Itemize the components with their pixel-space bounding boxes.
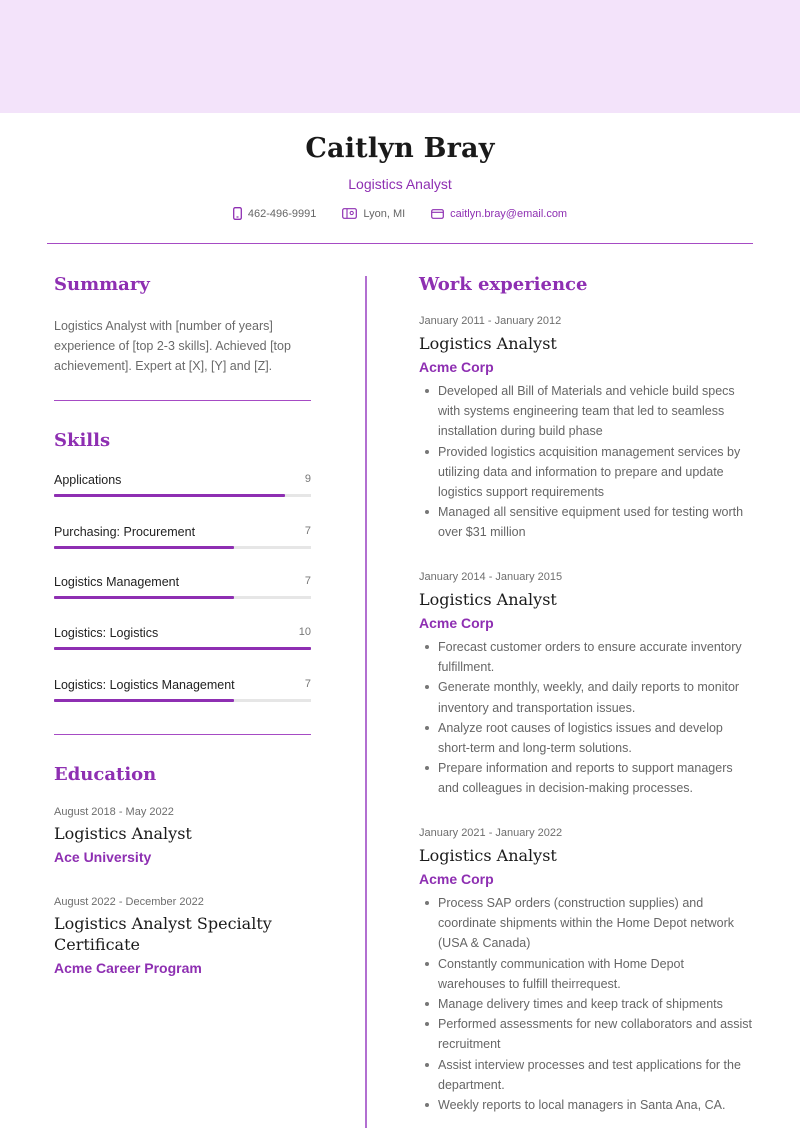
header-divider (47, 243, 753, 244)
list-item: Manage delivery times and keep track of shipments (419, 994, 754, 1014)
job-role: Logistics Analyst (419, 846, 557, 865)
skill-score: 7 (304, 678, 311, 690)
skill-item (54, 525, 311, 555)
skill-label: Logistics: Logistics Management (54, 678, 235, 692)
education-degree: Logistics Analyst (54, 824, 192, 843)
skill-bar-fill (54, 494, 285, 497)
list-item: Managed all sensitive equipment used for testing worth over $31 million (419, 502, 754, 542)
skill-bar-fill (54, 699, 234, 702)
summary-heading: Summary (54, 274, 150, 295)
skill-bar (54, 546, 311, 549)
education-entry (54, 896, 284, 976)
skill-item (54, 678, 311, 708)
skill-label: Purchasing: Procurement (54, 525, 196, 539)
candidate-title: Logistics Analyst (348, 176, 452, 192)
skill-label: Logistics: Logistics (54, 626, 159, 640)
skills-heading: Skills (54, 430, 111, 451)
skill-score: 7 (304, 575, 311, 587)
summary-text: Logistics Analyst with [number of years] experience of [top 2-3 skills]. Achieved [top achievement]. Expert at [X], [Y] and [Z]. (54, 319, 291, 373)
skill-item (54, 473, 311, 503)
job-dates: January 2014 - January 2015 (419, 571, 563, 583)
job-dates: January 2011 - January 2012 (419, 315, 562, 327)
phone-number: 462-496-9991 (247, 207, 317, 220)
skill-bar (54, 699, 311, 702)
job-entry (419, 571, 754, 799)
job-entry (419, 827, 754, 1115)
skill-bar-fill (54, 596, 234, 599)
education-entry (54, 806, 324, 865)
skill-bar-fill (54, 546, 234, 549)
location-icon (342, 208, 357, 219)
list-item: Generate monthly, weekly, and daily reports to monitor inventory and transportation issues. (419, 677, 754, 717)
list-item: Process SAP orders (construction supplies) and coordinate shipments within the Home Depot network (USA & Canada) (419, 893, 754, 954)
skills-divider (54, 734, 311, 735)
list-item: Provided logistics acquisition management services by utilizing data and information to prepare and update logistics support requirements (419, 442, 754, 503)
list-item: Performed assessments for new collaborators and assist recruitment (419, 1014, 754, 1054)
education-degree: Logistics Analyst Specialty Certificate (54, 914, 272, 954)
job-bullets (419, 381, 754, 543)
email-link[interactable]: caitlyn.bray@email.com (450, 207, 568, 220)
candidate-name: Caitlyn Bray (305, 133, 495, 164)
list-item: Assist interview processes and test applications for the department. (419, 1055, 754, 1095)
education-dates: August 2022 - December 2022 (54, 896, 204, 908)
skill-bar (54, 647, 311, 650)
education-school: Ace University (54, 849, 152, 865)
skill-item (54, 626, 311, 656)
job-role: Logistics Analyst (419, 590, 557, 609)
list-item: Analyze root causes of logistics issues and develop short-term and long-term solutions. (419, 718, 754, 758)
contact-bar (0, 207, 800, 220)
job-bullets (419, 893, 754, 1115)
education-dates: August 2018 - May 2022 (54, 806, 174, 818)
header-band (0, 0, 800, 113)
skill-score: 10 (298, 626, 311, 638)
job-company: Acme Corp (419, 615, 494, 631)
contact-location (342, 207, 405, 220)
education-heading: Education (54, 764, 157, 785)
mail-icon (431, 209, 444, 219)
skill-score: 9 (304, 473, 311, 485)
location-text: Lyon, MI (363, 207, 406, 220)
list-item: Forecast customer orders to ensure accurate inventory fulfillment. (419, 637, 754, 677)
skill-label: Logistics Management (54, 575, 180, 589)
job-dates: January 2021 - January 2022 (419, 827, 563, 839)
job-company: Acme Corp (419, 871, 494, 887)
job-bullets (419, 637, 754, 799)
skill-bar (54, 494, 311, 497)
list-item: Developed all Bill of Materials and vehicle build specs with systems engineering team that led to seamless installation during build phase (419, 381, 754, 442)
summary-divider (54, 400, 311, 401)
job-role: Logistics Analyst (419, 334, 557, 353)
list-item: Weekly reports to local managers in Santa Ana, CA. (419, 1095, 754, 1115)
contact-email (431, 207, 567, 220)
skill-score: 7 (304, 525, 311, 537)
skill-bar (54, 596, 311, 599)
column-divider (365, 276, 367, 1128)
job-company: Acme Corp (419, 359, 494, 375)
list-item: Constantly communication with Home Depot warehouses to fulfill theirrequest. (419, 954, 754, 994)
contact-phone (233, 207, 317, 220)
skill-item (54, 575, 311, 605)
work-heading: Work experience (419, 274, 588, 295)
education-school: Acme Career Program (54, 960, 202, 976)
job-entry (419, 315, 754, 543)
skill-label: Applications (54, 473, 122, 487)
skill-bar-fill (54, 647, 311, 650)
phone-icon (233, 207, 242, 220)
list-item: Prepare information and reports to support managers and colleagues in decision-making processes. (419, 758, 754, 798)
